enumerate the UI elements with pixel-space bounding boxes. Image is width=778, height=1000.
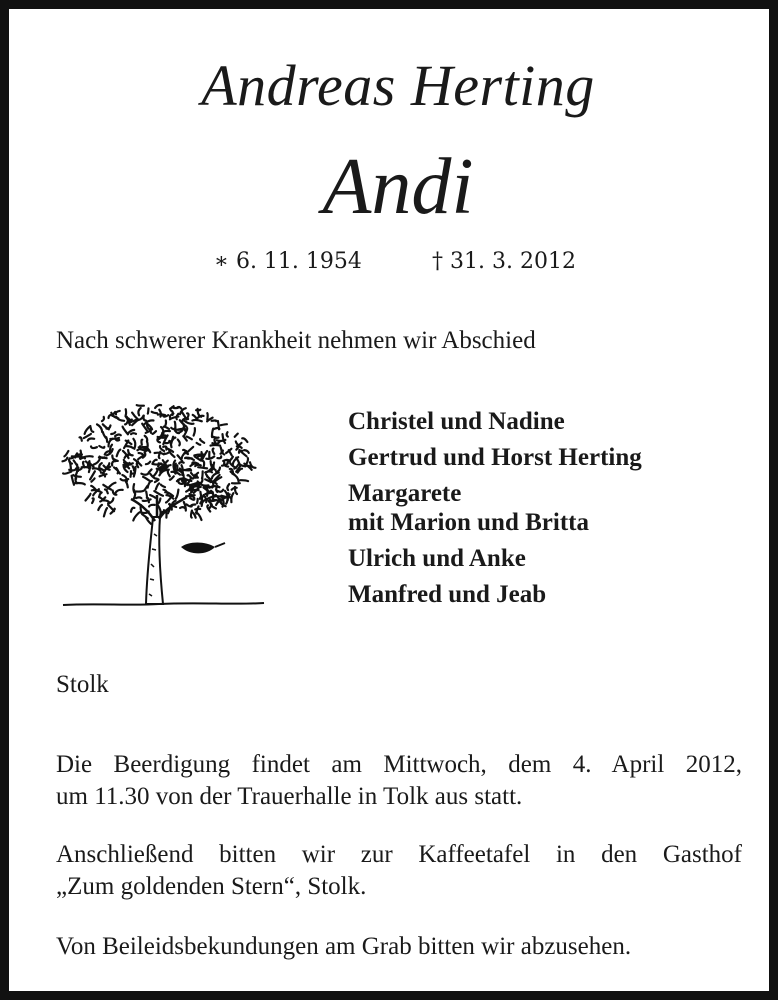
mourner-entry xyxy=(348,407,748,436)
mourner-entry xyxy=(348,479,748,537)
mourner-line: Ulrich und Anke xyxy=(348,545,526,572)
mourner-entry xyxy=(348,580,748,609)
mourner-entry xyxy=(348,443,748,472)
place-text: Stolk xyxy=(56,671,109,698)
mourner-line: mit Marion und Britta xyxy=(348,509,589,536)
funeral-paragraph xyxy=(56,749,742,813)
intro-text: Nach schwerer Krankheit nehmen wir Abschied xyxy=(56,327,536,354)
funeral-line: Die Beerdigung findet am Mittwoch, dem 4. April 2012, xyxy=(56,751,742,778)
coffee-paragraph xyxy=(56,839,742,903)
mourners-list xyxy=(348,407,748,616)
mourner-line: Christel und Nadine xyxy=(348,408,565,435)
tree-with-bird-icon xyxy=(59,399,269,619)
mourner-line: Gertrud und Horst Herting xyxy=(348,444,642,471)
deceased-full-name: Andreas Herting xyxy=(201,53,595,118)
coffee-line: „Zum goldenden Stern“, Stolk. xyxy=(56,873,367,900)
funeral-line: um 11.30 von der Trauerhalle in Tolk aus statt. xyxy=(56,783,523,810)
mourner-entry xyxy=(348,544,748,573)
death-date: † 31. 3. 2012 xyxy=(432,249,576,274)
condolence-text: Von Beileidsbekundungen am Grab bitten wir abzusehen. xyxy=(56,933,632,960)
birth-date: ∗ 6. 11. 1954 xyxy=(214,249,362,274)
coffee-line: Anschließend bitten wir zur Kaffeetafel in den Gasthof xyxy=(56,841,742,868)
deceased-nickname: Andi xyxy=(322,143,474,231)
mourner-line: Margarete xyxy=(348,480,462,507)
life-dates xyxy=(9,247,778,277)
mourner-line: Manfred und Jeab xyxy=(348,581,547,608)
